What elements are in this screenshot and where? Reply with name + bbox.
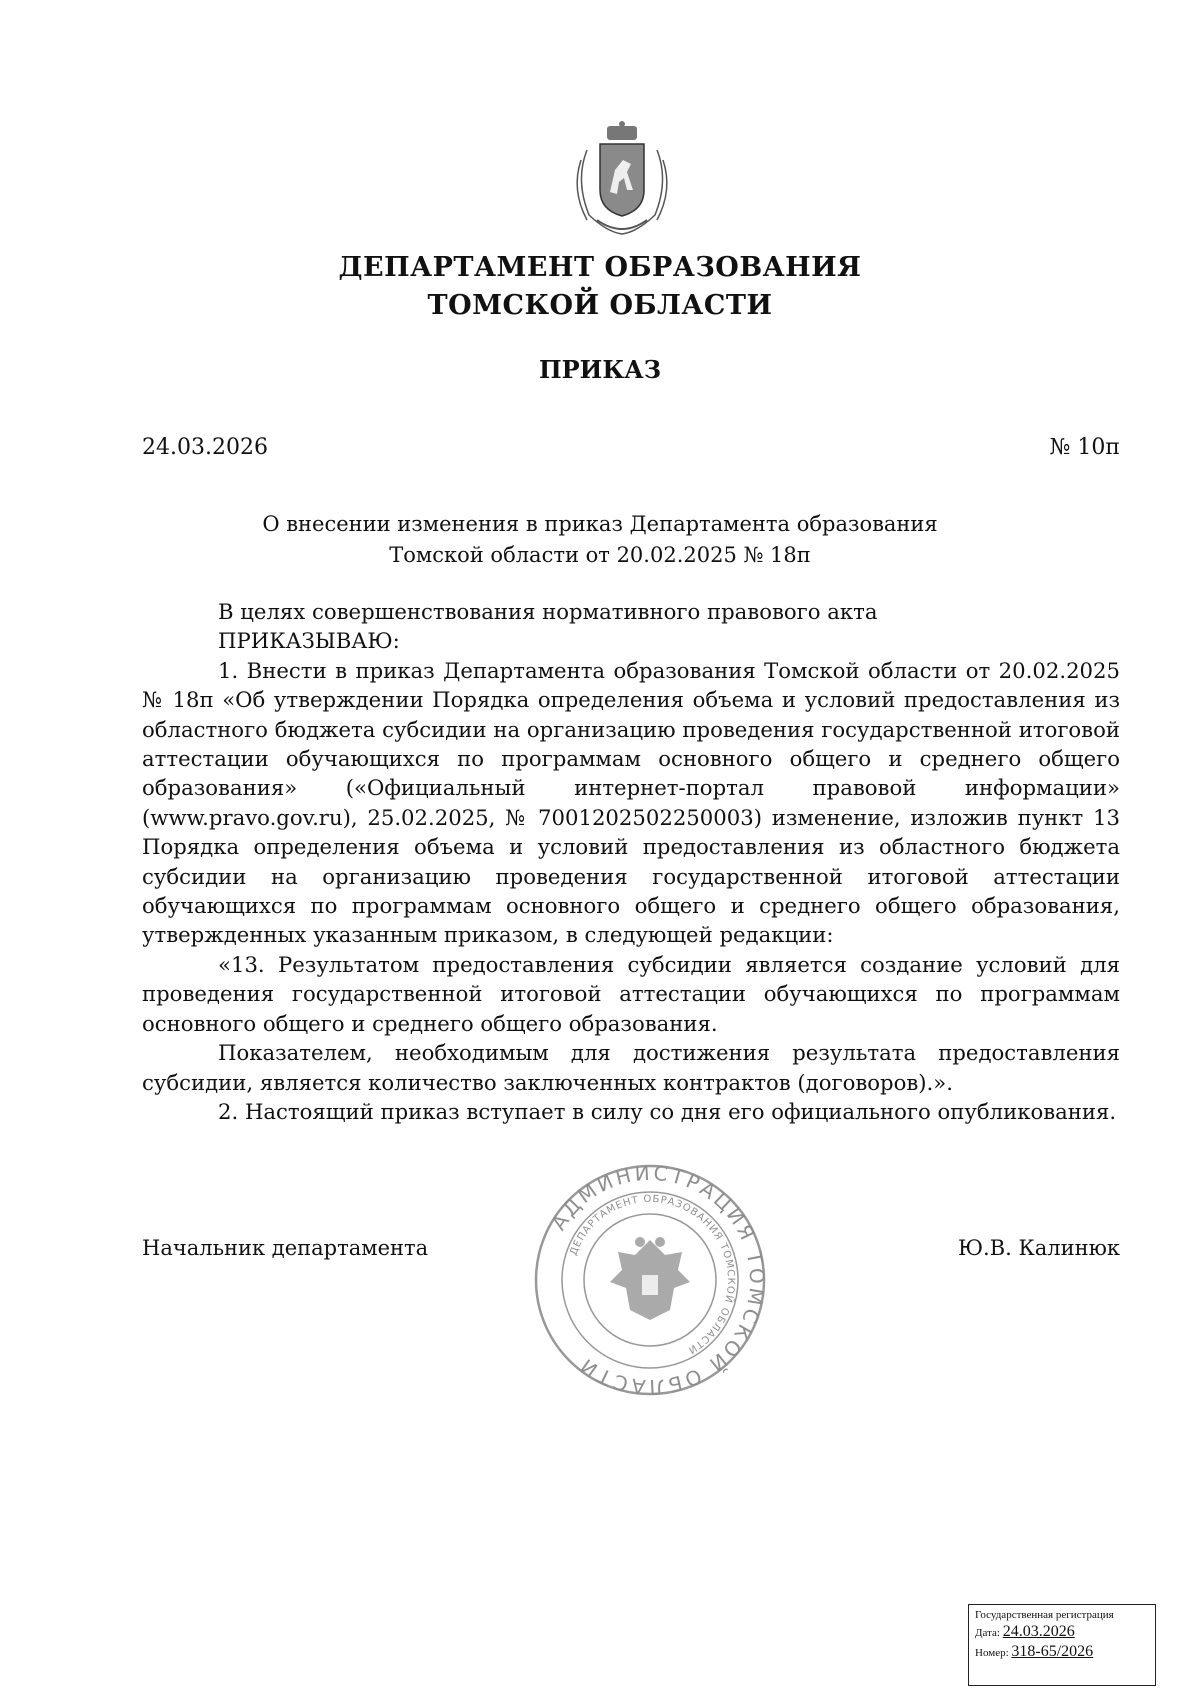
order-word: ПРИКАЗЫВАЮ: — [218, 628, 400, 654]
registration-number-value: 318-65/2026 — [1011, 1643, 1094, 1660]
signature-role: Начальник департамента — [142, 1236, 429, 1260]
registration-number-row — [975, 1643, 1149, 1661]
registration-number-label: Номер: — [975, 1647, 1009, 1659]
registration-date-row — [975, 1623, 1149, 1641]
document-type: ПРИКАЗ — [538, 355, 662, 384]
stamp-outer-text: АДМИНИСТРАЦИЯ ТОМСКОЙ ОБЛАСТИ — [546, 1160, 770, 1400]
registration-box — [968, 1604, 1156, 1686]
organization-name-line1: ДЕПАРТАМЕНТ ОБРАЗОВАНИЯ — [338, 252, 862, 283]
subject-line1: О внесении изменения в приказ Департамента образования — [262, 512, 938, 536]
order-item-13: «13. Результатом предоставления субсидии является создание условий для проведения государственной итоговой аттестации обучающихся по программам основного общего и среднего общего образования. — [142, 951, 1120, 1036]
signature-name: Ю.В. Калинюк — [957, 1236, 1120, 1260]
document-date: 24.03.2026 — [142, 435, 268, 460]
document-number: № 10п — [1049, 435, 1120, 460]
document-body — [142, 597, 1120, 1126]
coat-of-arms-icon — [567, 120, 677, 238]
registration-date-label: Дата: — [975, 1627, 1000, 1639]
document-subject — [0, 509, 1200, 571]
order-item-2: 2. Настоящий приказ вступает в силу со дня его официального опубликования. — [218, 1098, 1117, 1124]
organization-name-line2: ТОМСКОЙ ОБЛАСТИ — [427, 290, 773, 321]
official-stamp-icon — [530, 1160, 770, 1400]
stamp-inner-text: ДЕПАРТАМЕНТ ОБРАЗОВАНИЯ ТОМСКОЙ ОБЛАСТИ — [568, 1193, 737, 1356]
preamble: В целях совершенствования нормативного правового акта — [218, 599, 878, 624]
order-item-1: 1. Внести в приказ Департамента образования Томской области от 20.02.2025 № 18п «Об утверждении Порядка определения объема и условий предоставления из областного бюджета субсидии на организацию проведения государственной итоговой аттестации обучающихся по программам основного общего и среднего общего образования» («Официальный интернет-портал правовой информации» (www.pravo.gov.ru), 25.02.2025, № 7001202502250003) изменение, изложив пункт 13 Порядка определения объема и условий предоставления из областного бюджета субсидии на организацию проведения государственной итоговой аттестации обучающихся по программам основного общего и среднего общего образования, утвержденных указанным приказом, в следующей редакции: — [142, 657, 1120, 948]
subject-line2: Томской области от 20.02.2025 № 18п — [389, 543, 811, 567]
indicator-paragraph: Показателем, необходимым для достижения результата предоставления субсидии, является количество заключенных контрактов (договоров).». — [142, 1040, 1120, 1095]
registration-date-value: 24.03.2026 — [1002, 1623, 1075, 1640]
registration-title: Государственная регистрация — [975, 1609, 1114, 1621]
